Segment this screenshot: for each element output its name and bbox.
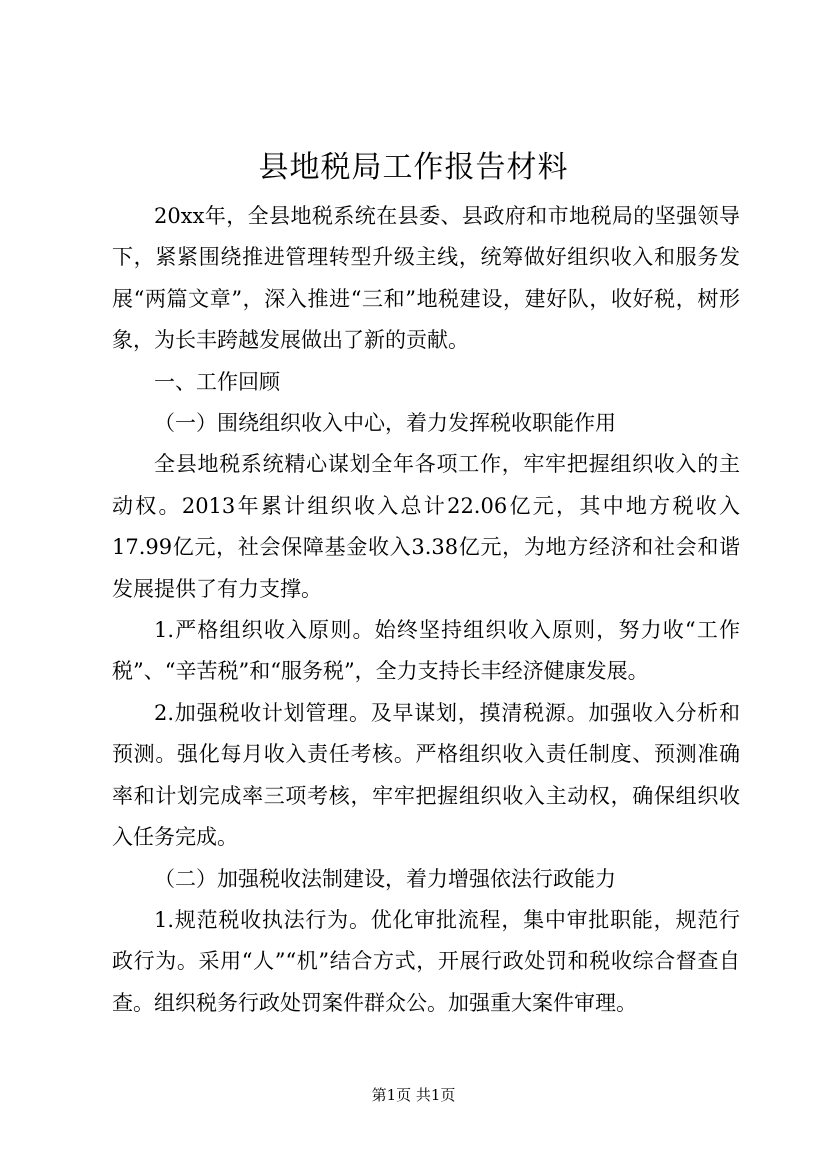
body-paragraph: 全县地税系统精心谋划全年各项工作，牢牢把握组织收入的主动权。2013年累计组织收入总计22.06亿元，其中地方税收入17.99亿元，社会保障基金收入3.38亿元，为地方经济和社会和谐发展提供了有力支撑。	[112, 452, 740, 601]
body-paragraph: 1.严格组织收入原则。始终坚持组织收入原则，努力收“工作税”、“辛苦税”和“服务税”，全力支持长丰经济健康发展。	[112, 618, 740, 684]
subsection-heading-1: （一）围绕组织收入中心，着力发挥税收职能作用	[154, 411, 616, 436]
intro-paragraph: 20xx年，全县地税系统在县委、县政府和市地税局的坚强领导下，紧紧围绕推进管理转型升级主线，统筹做好组织收入和服务发展“两篇文章”，深入推进“三和”地税建设，建好队，收好税，树形象，为长丰跨越发展做出了新的贡献。	[112, 204, 740, 353]
document-title: 县地税局工作报告材料	[258, 150, 569, 185]
body-paragraph: 1.规范税收执法行为。优化审批流程，集中审批职能，规范行政行为。采用“人”“机”结合方式，开展行政处罚和税收综合督查自查。组织税务行政处罚案件群众公。加强重大案件审理。	[112, 907, 740, 1015]
document-body	[112, 196, 740, 1024]
page-number-footer: 第1页 共1页	[371, 1086, 456, 1104]
body-paragraph: 2.加强税收计划管理。及早谋划，摸清税源。加强收入分析和预测。强化每月收入责任考核。严格组织收入责任制度、预测准确率和计划完成率三项考核，牢牢把握组织收入主动权，确保组织收入任务完成。	[112, 700, 740, 850]
section-heading-review: 一、工作回顾	[154, 369, 280, 394]
subsection-heading-2: （二）加强税收法制建设，着力增强依法行政能力	[154, 866, 616, 891]
